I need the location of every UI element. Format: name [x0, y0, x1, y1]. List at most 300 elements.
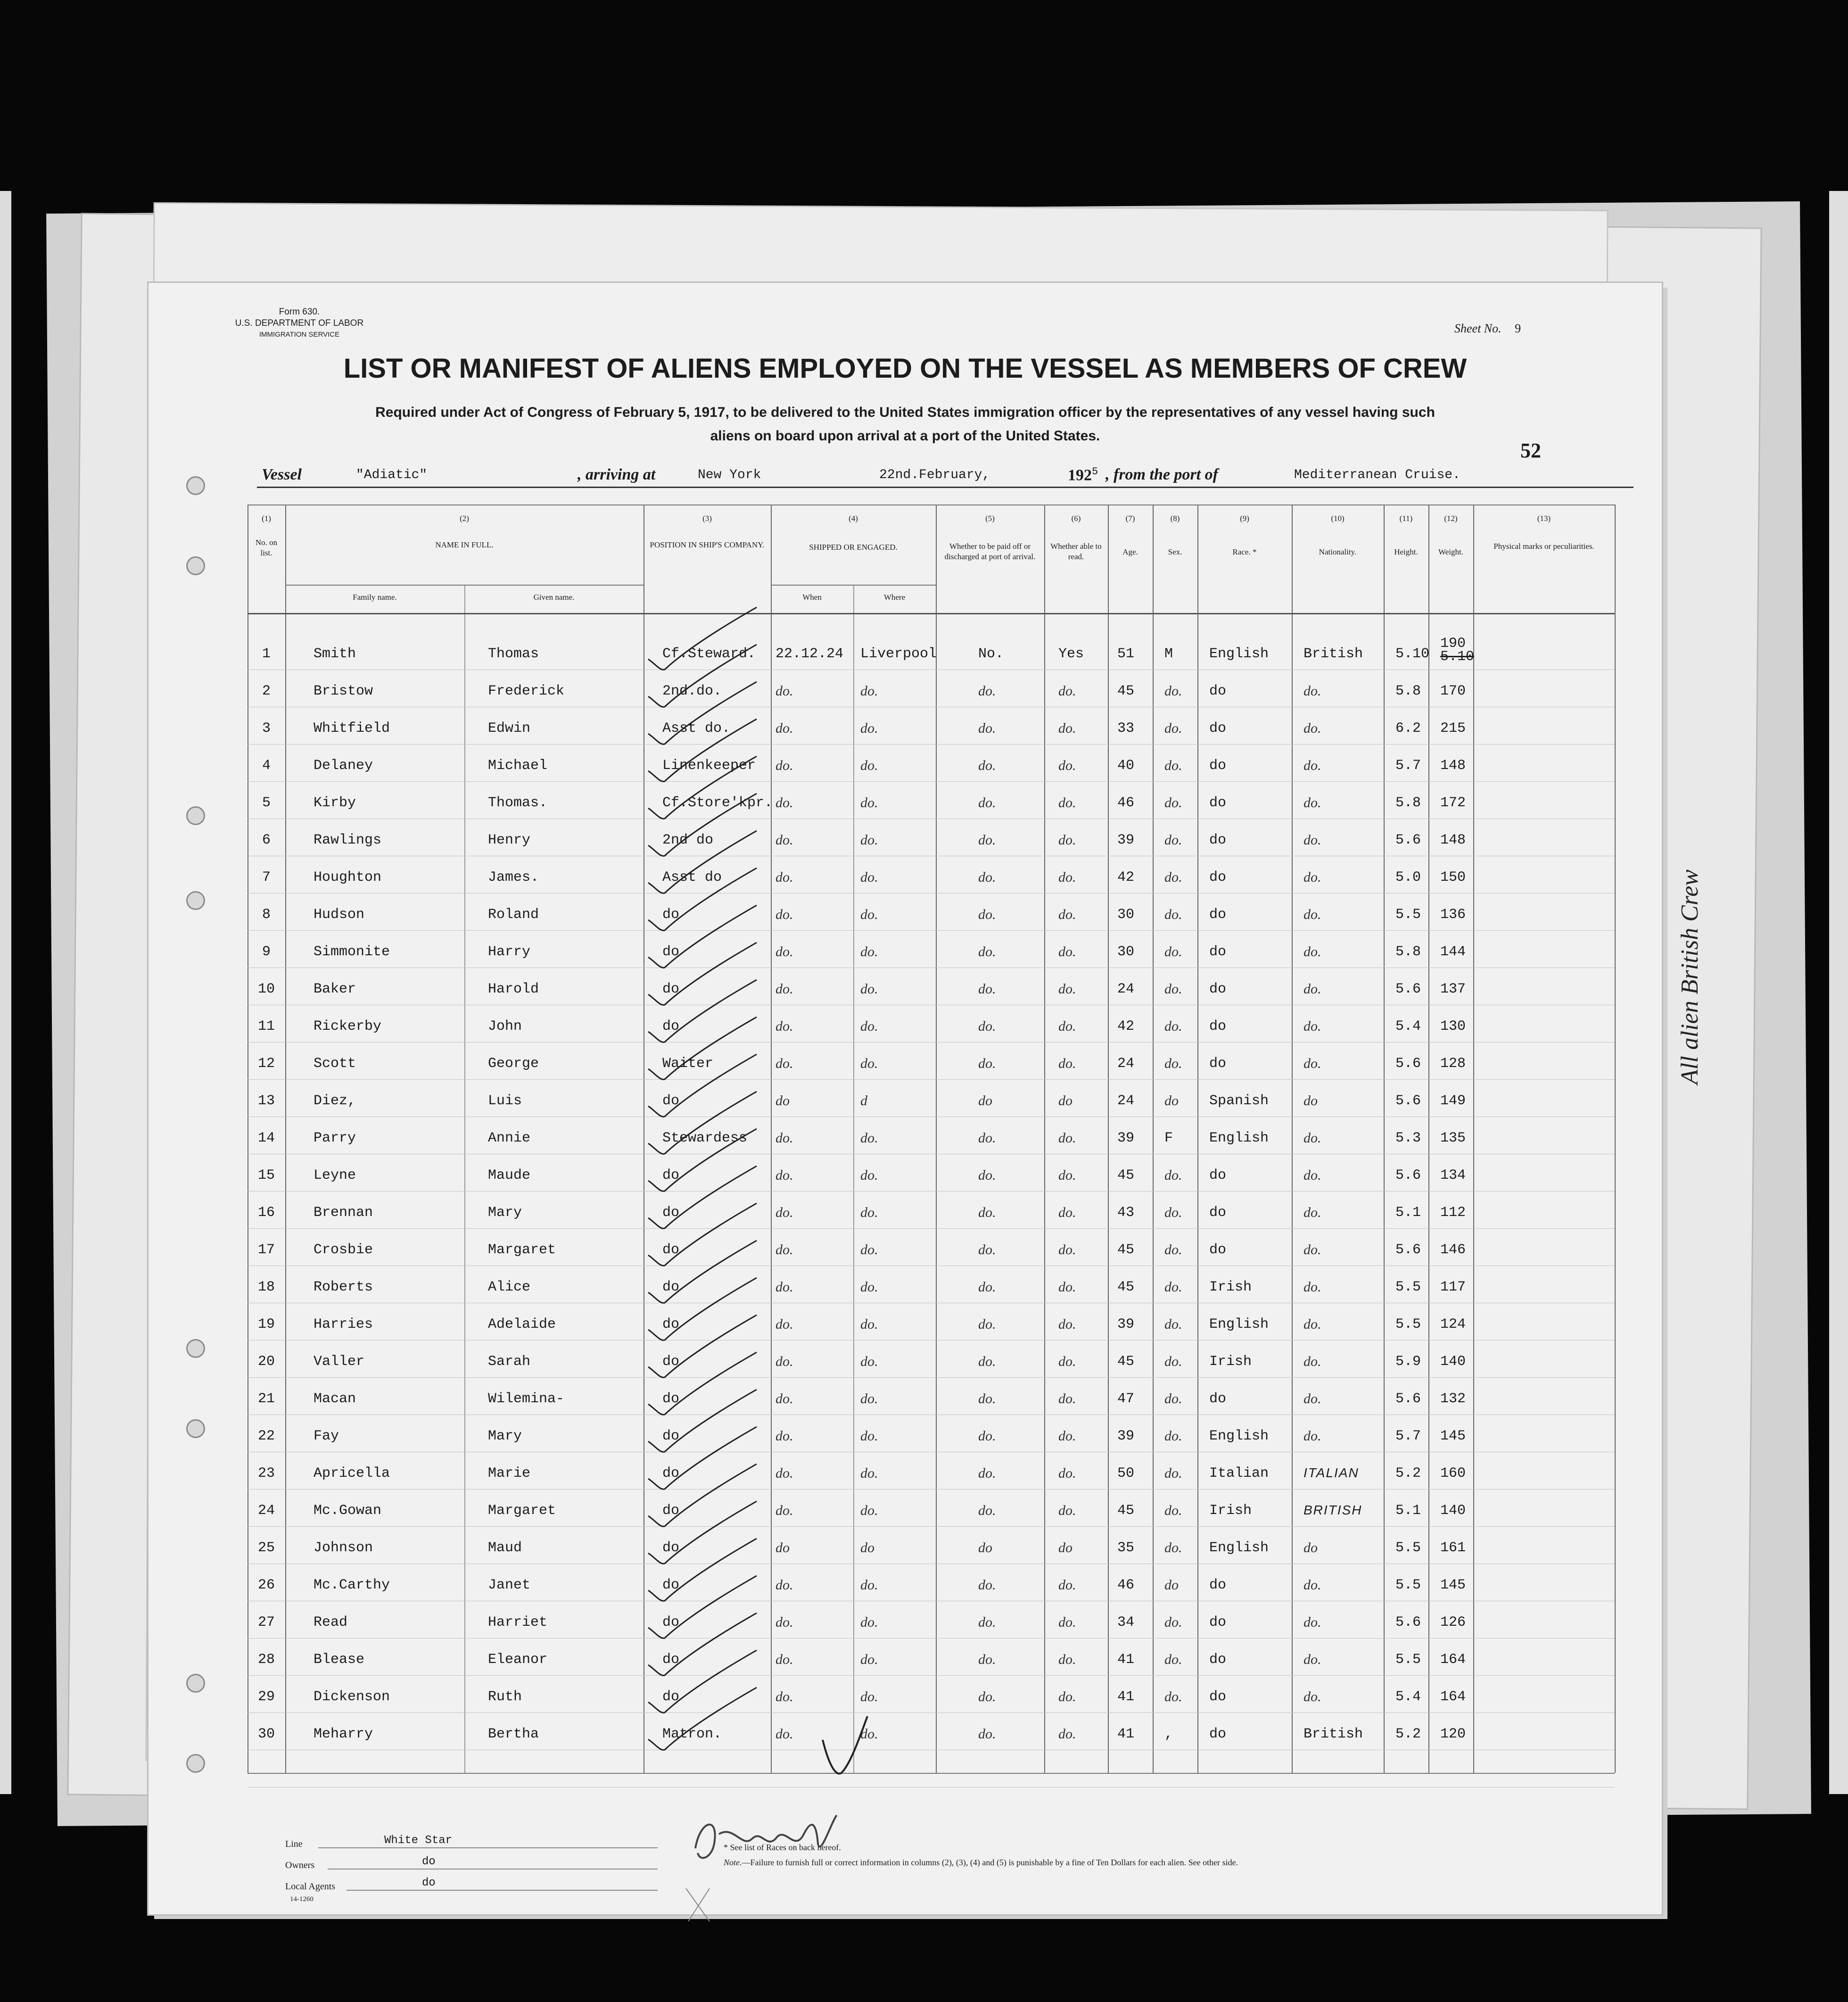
shipped-when: do.	[776, 758, 793, 773]
column-number: (8)	[1170, 514, 1180, 523]
row-number: 26	[257, 1577, 275, 1593]
age: 39	[1117, 1428, 1135, 1444]
height: 5.5	[1395, 1316, 1421, 1332]
nationality: do.	[1304, 1689, 1321, 1704]
shipped-where: do.	[860, 1726, 878, 1742]
shipped-where: do.	[860, 1279, 878, 1295]
table-column-rule	[1044, 505, 1045, 1773]
height: 5.7	[1395, 1428, 1421, 1444]
family-name: Meharry	[314, 1726, 373, 1742]
paid-off: do.	[978, 1652, 996, 1667]
height: 5.2	[1395, 1726, 1421, 1742]
height: 5.8	[1395, 944, 1421, 960]
age: 42	[1117, 1018, 1135, 1034]
age: 41	[1117, 1652, 1135, 1668]
row-number: 15	[257, 1167, 275, 1183]
age: 35	[1117, 1540, 1135, 1556]
table-column-rule	[1384, 505, 1385, 1773]
weight: 126	[1440, 1614, 1466, 1630]
table-column-rule	[853, 585, 854, 1773]
family-name: Apricella	[314, 1465, 390, 1481]
position: do	[662, 981, 680, 997]
age: 43	[1117, 1205, 1135, 1221]
race: Irish	[1209, 1279, 1252, 1295]
row-rule	[248, 781, 1615, 782]
punch-hole	[186, 891, 205, 910]
header-nationality: Nationality.	[1319, 547, 1357, 556]
able-to-read: do.	[1058, 1056, 1076, 1071]
paid-off: do.	[978, 1391, 996, 1406]
position: Waiter	[662, 1056, 714, 1072]
shipped-where: do.	[860, 869, 878, 885]
arrival-date: 22nd.February,	[879, 468, 990, 482]
height: 5.2	[1395, 1465, 1421, 1481]
row-rule	[248, 930, 1615, 931]
position: do	[662, 1577, 680, 1593]
race: do	[1209, 795, 1227, 811]
sex: do.	[1164, 944, 1182, 960]
sex: do.	[1164, 1652, 1182, 1667]
family-name: Houghton	[314, 869, 382, 885]
given-name: James.	[488, 869, 539, 885]
family-name: Johnson	[314, 1540, 373, 1556]
nationality: do.	[1304, 758, 1321, 773]
able-to-read: do.	[1058, 1130, 1076, 1146]
sex: F	[1164, 1130, 1173, 1146]
height: 5.6	[1395, 1093, 1421, 1109]
family-name: Leyne	[314, 1167, 356, 1183]
shipped-when: 22.12.24	[776, 646, 844, 662]
sex: M	[1164, 646, 1173, 662]
paid-off: do.	[978, 907, 996, 922]
family-name: Dickenson	[314, 1689, 390, 1705]
paid-off: do.	[978, 1167, 996, 1183]
weight: 146	[1440, 1242, 1466, 1258]
row-number: 11	[257, 1018, 275, 1034]
race: do	[1209, 1614, 1227, 1630]
weight: 120	[1440, 1726, 1466, 1742]
header-weight: Weight.	[1438, 547, 1463, 556]
age: 47	[1117, 1391, 1135, 1407]
able-to-read: do.	[1058, 1279, 1076, 1295]
race: do	[1209, 1391, 1227, 1407]
race: do	[1209, 683, 1227, 699]
given-name: Mary	[488, 1205, 522, 1221]
race: do	[1209, 907, 1227, 923]
able-to-read: do.	[1058, 869, 1076, 885]
from-port: Mediterranean Cruise.	[1294, 468, 1460, 482]
row-number: 9	[262, 944, 271, 960]
footer-note-text: —Failure to furnish full or correct information in columns (2), (3), (4) and (5) is punishable by a fine of Ten Dollars for each alien. See other side.	[742, 1858, 1238, 1867]
shipped-when: do.	[776, 1205, 793, 1220]
age: 40	[1117, 758, 1135, 774]
position: 2nd.do.	[662, 683, 722, 699]
family-name: Mc.Gowan	[314, 1503, 382, 1519]
paid-off: do.	[978, 944, 996, 960]
shipped-when: do.	[776, 1242, 793, 1257]
sex: do.	[1164, 720, 1182, 736]
nationality: do.	[1304, 1577, 1321, 1593]
weight: 134	[1440, 1167, 1466, 1183]
row-number: 13	[257, 1093, 275, 1109]
footer-line-rule	[318, 1847, 658, 1848]
shipped-where: do.	[860, 1056, 878, 1071]
race: do	[1209, 1205, 1227, 1221]
weight: 140	[1440, 1354, 1466, 1370]
header-age: Age.	[1122, 547, 1138, 556]
given-name: Margaret	[488, 1503, 556, 1519]
column-number: (1)	[262, 514, 271, 523]
header-name-in-full: NAME IN FULL.	[435, 540, 494, 549]
race: do	[1209, 1577, 1227, 1593]
paid-off: do.	[978, 1279, 996, 1295]
family-name: Valler	[314, 1354, 365, 1370]
height: 6.2	[1395, 720, 1421, 736]
shipped-where: do.	[860, 1428, 878, 1444]
height: 5.6	[1395, 832, 1421, 848]
race: do	[1209, 1242, 1227, 1258]
paid-off: do.	[978, 1689, 996, 1704]
shipped-when: do.	[776, 944, 793, 960]
shipped-when: do.	[776, 1130, 793, 1146]
table-column-rule	[464, 585, 465, 1773]
row-rule	[248, 1675, 1615, 1676]
age: 46	[1117, 795, 1135, 811]
given-name: Maud	[488, 1540, 522, 1556]
position: Asst do	[662, 869, 722, 885]
position: do	[662, 944, 680, 960]
able-to-read: do.	[1058, 1577, 1076, 1593]
position: Cf.Steward.	[662, 646, 756, 662]
table-column-rule	[936, 505, 937, 1773]
shipped-where: do.	[860, 1465, 878, 1481]
given-name: Thomas.	[488, 795, 548, 811]
race: English	[1209, 1316, 1269, 1332]
vessel-label: Vessel	[262, 466, 302, 483]
able-to-read: do.	[1058, 795, 1076, 811]
race: do	[1209, 1689, 1227, 1705]
footer-agents-label: Local Agents	[285, 1881, 336, 1892]
punch-hole	[186, 476, 205, 495]
row-number: 6	[262, 832, 271, 848]
age: 45	[1117, 1167, 1135, 1183]
row-number: 28	[257, 1652, 275, 1668]
weight: 170	[1440, 683, 1466, 699]
sex: do.	[1164, 1167, 1182, 1183]
row-number: 21	[257, 1391, 275, 1407]
nationality: do.	[1304, 1167, 1321, 1183]
nationality: do.	[1304, 1614, 1321, 1630]
paid-off: do.	[978, 1577, 996, 1593]
shipped-when: do.	[776, 1652, 793, 1667]
position: do	[662, 1689, 680, 1705]
paid-off: No.	[978, 646, 1004, 662]
position: do	[662, 1465, 680, 1481]
height: 5.5	[1395, 907, 1421, 923]
shipped-when: do.	[776, 1465, 793, 1481]
shipped-where: do.	[860, 1391, 878, 1406]
height: 5.5	[1395, 1279, 1421, 1295]
position: do	[662, 1354, 680, 1370]
nationality: do.	[1304, 869, 1321, 885]
weight: 150	[1440, 869, 1466, 885]
weight-struck: 5.10	[1440, 649, 1475, 665]
sex: do.	[1164, 1465, 1182, 1481]
sex: do.	[1164, 1205, 1182, 1220]
header-race: Race. *	[1232, 547, 1257, 556]
given-name: George	[488, 1056, 539, 1072]
sex: do.	[1164, 1279, 1182, 1295]
able-to-read: do.	[1058, 944, 1076, 960]
age: 45	[1117, 1242, 1135, 1258]
weight: 148	[1440, 832, 1466, 848]
sex: do.	[1164, 1428, 1182, 1444]
given-name: Henry	[488, 832, 531, 848]
shipped-when: do.	[776, 981, 793, 997]
able-to-read: do.	[1058, 1689, 1076, 1704]
given-name: Sarah	[488, 1354, 531, 1370]
given-name: Mary	[488, 1428, 522, 1444]
weight: 149	[1440, 1093, 1466, 1109]
age: 30	[1117, 907, 1135, 923]
nationality: do	[1304, 1093, 1318, 1109]
able-to-read: do.	[1058, 1316, 1076, 1332]
footer-agents-rule	[346, 1890, 658, 1891]
weight: 144	[1440, 944, 1466, 960]
year-prefix: 192	[1068, 466, 1092, 484]
sex: do	[1164, 1577, 1179, 1593]
race: Spanish	[1209, 1093, 1269, 1109]
family-name: Scott	[314, 1056, 356, 1072]
paid-off: do.	[978, 1503, 996, 1518]
family-name: Macan	[314, 1391, 356, 1407]
age: 45	[1117, 683, 1135, 699]
row-rule	[248, 1712, 1615, 1713]
shipped-when: do.	[776, 1018, 793, 1034]
sex: do.	[1164, 1391, 1182, 1406]
able-to-read: do.	[1058, 1242, 1076, 1257]
nationality: do.	[1304, 981, 1321, 997]
row-number: 5	[262, 795, 271, 811]
adjacent-page-right	[1829, 191, 1848, 1794]
footer-note-label: Note.	[724, 1858, 742, 1867]
nationality: do.	[1304, 1354, 1321, 1369]
nationality: do.	[1304, 1652, 1321, 1667]
footer-agents-value: do	[422, 1877, 436, 1889]
table-column-rule	[1428, 505, 1429, 1773]
column-number: (3)	[702, 514, 712, 523]
given-name: Bertha	[488, 1726, 539, 1742]
shipped-when: do.	[776, 832, 793, 848]
family-name: Roberts	[314, 1279, 373, 1295]
nationality: do.	[1304, 683, 1321, 699]
age: 34	[1117, 1614, 1135, 1630]
race: do	[1209, 944, 1227, 960]
row-number: 2	[262, 683, 271, 699]
sex: do.	[1164, 683, 1182, 699]
weight: 132	[1440, 1391, 1466, 1407]
family-name: Hudson	[314, 907, 365, 923]
age: 45	[1117, 1279, 1135, 1295]
nationality: do.	[1304, 720, 1321, 736]
table-column-rule	[771, 505, 772, 1773]
weight: 190	[1440, 636, 1466, 652]
column-number: (10)	[1331, 514, 1345, 523]
family-name: Simmonite	[314, 944, 390, 960]
height: 5.8	[1395, 683, 1421, 699]
shipped-when: do.	[776, 1279, 793, 1295]
position: do	[662, 1652, 680, 1668]
column-number: (11)	[1399, 514, 1413, 523]
nationality: do.	[1304, 1018, 1321, 1034]
nationality: do.	[1304, 1428, 1321, 1444]
position: do	[662, 1540, 680, 1556]
position: do	[662, 1279, 680, 1295]
race: do	[1209, 1652, 1227, 1668]
header-sex: Sex.	[1168, 547, 1182, 556]
paid-off: do.	[978, 1316, 996, 1332]
column-number: (12)	[1444, 514, 1458, 523]
nationality: do.	[1304, 944, 1321, 960]
paid-off: do.	[978, 1056, 996, 1071]
nationality: British	[1304, 646, 1363, 662]
able-to-read: do.	[1058, 981, 1076, 997]
column-number: (9)	[1240, 514, 1249, 523]
age: 50	[1117, 1465, 1135, 1481]
shipped-when: do	[776, 1540, 790, 1555]
age: 41	[1117, 1726, 1135, 1742]
position: do	[662, 1428, 680, 1444]
shipped-where: do.	[860, 1614, 878, 1630]
table-bottom-rule	[248, 1773, 1615, 1774]
given-name: Harriet	[488, 1614, 548, 1630]
weight: 145	[1440, 1428, 1466, 1444]
shipped-where: do.	[860, 1577, 878, 1593]
able-to-read: do.	[1058, 1391, 1076, 1406]
weight: 112	[1440, 1205, 1466, 1221]
shipped-when: do.	[776, 683, 793, 699]
shipped-where: do.	[860, 944, 878, 960]
row-number: 25	[257, 1540, 275, 1556]
paid-off: do.	[978, 869, 996, 885]
paid-off: do	[978, 1540, 992, 1555]
able-to-read: do	[1058, 1093, 1072, 1109]
position: 2nd do	[662, 832, 714, 848]
height: 5.6	[1395, 1167, 1421, 1183]
header-bottom-rule	[248, 613, 1615, 614]
nationality: do.	[1304, 1130, 1321, 1146]
from-port-label: , from the port of	[1106, 466, 1218, 483]
sex: do.	[1164, 1503, 1182, 1518]
height: 5.6	[1395, 1614, 1421, 1630]
footer-form-code: 14-1260	[290, 1895, 314, 1903]
family-name: Rickerby	[314, 1018, 382, 1034]
adjacent-page-left	[0, 191, 11, 1794]
paid-off: do.	[978, 1130, 996, 1146]
position: do	[662, 1391, 680, 1407]
shipped-where: do.	[860, 1242, 878, 1257]
sex: do.	[1164, 758, 1182, 773]
given-name: Michael	[488, 758, 548, 774]
nationality: do.	[1304, 832, 1321, 848]
position: do	[662, 1093, 680, 1109]
shipped-when: do.	[776, 1503, 793, 1518]
race: do	[1209, 1167, 1227, 1183]
family-name: Delaney	[314, 758, 373, 774]
family-name: Kirby	[314, 795, 356, 811]
paid-off: do.	[978, 832, 996, 848]
height: 5.5	[1395, 1577, 1421, 1593]
paid-off: do.	[978, 720, 996, 736]
position: Asst do.	[662, 720, 731, 736]
height: 5.7	[1395, 758, 1421, 774]
paid-off: do.	[978, 1242, 996, 1257]
position: Linenkeeper	[662, 758, 756, 774]
race: English	[1209, 1130, 1269, 1146]
given-name: Wilemina-	[488, 1391, 565, 1407]
race: English	[1209, 1540, 1269, 1556]
height: 5.6	[1395, 1242, 1421, 1258]
row-number: 16	[257, 1205, 275, 1221]
row-number: 22	[257, 1428, 275, 1444]
able-to-read: do.	[1058, 1726, 1076, 1742]
able-to-read: do.	[1058, 1503, 1076, 1518]
shipped-subheader-rule	[771, 585, 936, 586]
weight: 164	[1440, 1652, 1466, 1668]
punch-hole	[186, 1339, 205, 1358]
row-number: 18	[257, 1279, 275, 1295]
column-number: (13)	[1537, 514, 1551, 523]
shipped-when: do.	[776, 907, 793, 922]
paid-off: do.	[978, 1614, 996, 1630]
position: do	[662, 1503, 680, 1519]
nationality: do.	[1304, 1056, 1321, 1071]
able-to-read: do.	[1058, 1205, 1076, 1220]
column-number: (7)	[1125, 514, 1135, 523]
table-column-rule	[1615, 505, 1616, 1773]
arrival-year	[1068, 466, 1098, 484]
height: 5.10	[1395, 646, 1430, 662]
sheet-value: 9	[1515, 322, 1521, 335]
given-name: Luis	[488, 1093, 522, 1109]
arriving-port: New York	[698, 468, 761, 482]
given-name: Eleanor	[488, 1652, 548, 1668]
race: Irish	[1209, 1503, 1252, 1519]
able-to-read: do.	[1058, 683, 1076, 699]
nationality: do.	[1304, 1316, 1321, 1332]
weight: 136	[1440, 907, 1466, 923]
height: 5.5	[1395, 1540, 1421, 1556]
form-number: Form 630.	[279, 307, 320, 317]
position: do	[662, 1018, 680, 1034]
age: 41	[1117, 1689, 1135, 1705]
paid-off: do.	[978, 758, 996, 773]
shipped-when: do.	[776, 720, 793, 736]
able-to-read: do.	[1058, 1018, 1076, 1034]
given-name: Thomas	[488, 646, 539, 662]
shipped-where: do.	[860, 1018, 878, 1034]
table-column-rule	[1473, 505, 1474, 1773]
position-checkmarks	[148, 283, 1662, 1914]
age: 42	[1117, 869, 1135, 885]
age: 39	[1117, 1130, 1135, 1146]
nationality: do.	[1304, 907, 1321, 922]
shipped-when: do.	[776, 1614, 793, 1630]
sex: ,	[1164, 1726, 1173, 1742]
weight: 124	[1440, 1316, 1466, 1332]
shipped-where: do.	[860, 832, 878, 848]
weight: 130	[1440, 1018, 1466, 1034]
